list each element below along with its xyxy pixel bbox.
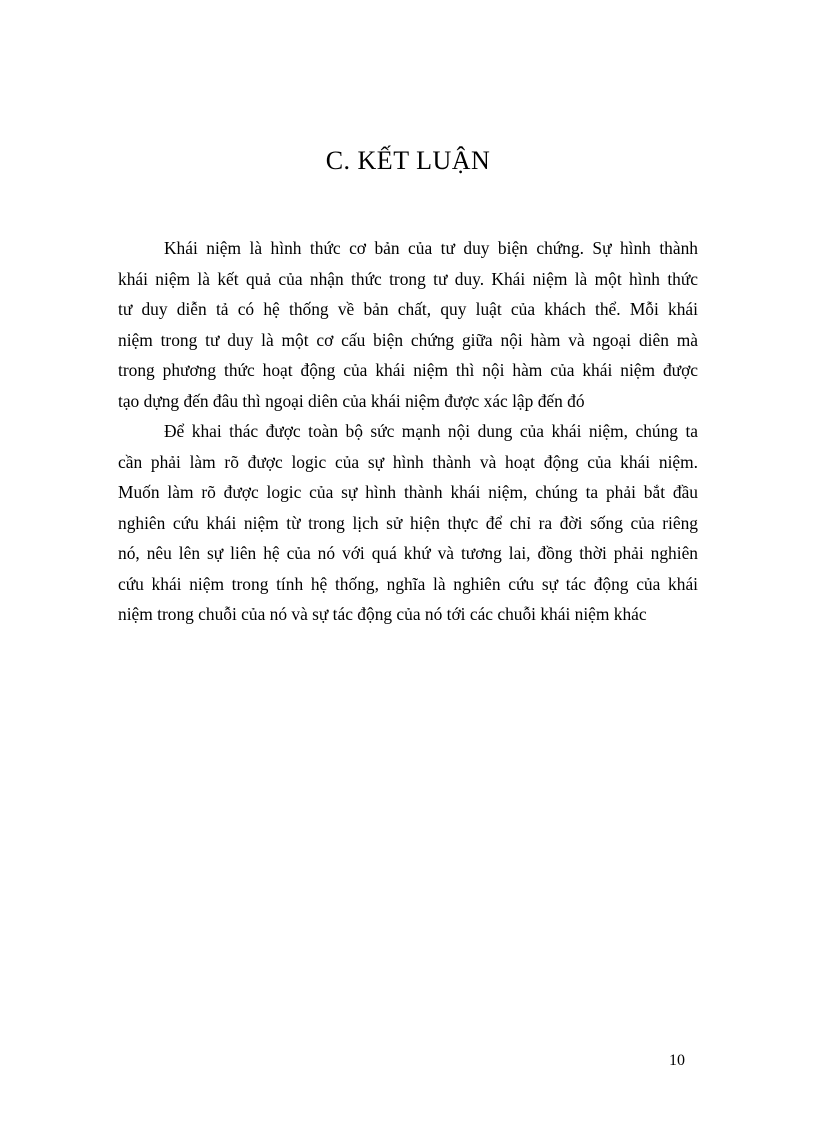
text-line: trong phương thức hoạt động của khái niệm thì nội hàm của khái niệm được — [118, 360, 698, 380]
paragraph-2 — [118, 416, 698, 630]
text-line: cần phải làm rõ được logic của sự hình thành và hoạt động của khái niệm. — [118, 451, 698, 472]
text-line: Muốn làm rõ được logic của sự hình thành khái niệm, chúng ta phải bắt đầu — [118, 482, 698, 502]
text-line: niệm trong chuỗi của nó và sự tác động của nó tới các chuỗi khái niệm khác — [118, 604, 647, 624]
text-line: khái niệm là kết quả của nhận thức trong tư duy. Khái niệm là một hình thức — [118, 268, 698, 289]
body-text — [118, 233, 698, 630]
paragraph-1 — [118, 233, 698, 416]
section-title: C. KẾT LUẬN — [325, 146, 491, 175]
text-line: tạo dựng đến đâu thì ngoại diên của khái niệm được xác lập đến đó — [118, 390, 585, 411]
text-line: nó, nêu lên sự liên hệ của nó với quá khứ và tương lai, đồng thời phải nghiên — [118, 543, 698, 563]
text-line: nghiên cứu khái niệm từ trong lịch sử hiện thực để chỉ ra đời sống của riêng — [118, 512, 698, 533]
text-line: Để khai thác được toàn bộ sức mạnh nội dung của khái niệm, chúng ta — [164, 421, 698, 441]
text-line: cứu khái niệm trong tính hệ thống, nghĩa là nghiên cứu sự tác động của khái — [118, 573, 698, 594]
text-line: Khái niệm là hình thức cơ bản của tư duy biện chứng. Sự hình thành — [164, 238, 698, 258]
text-line: niệm trong tư duy là một cơ cấu biện chứng giữa nội hàm và ngoại diên mà — [118, 329, 698, 350]
text-line: tư duy diễn tả có hệ thống về bản chất, quy luật của khách thể. Mỗi khái — [118, 299, 698, 319]
page-number: 10 — [669, 1052, 685, 1069]
